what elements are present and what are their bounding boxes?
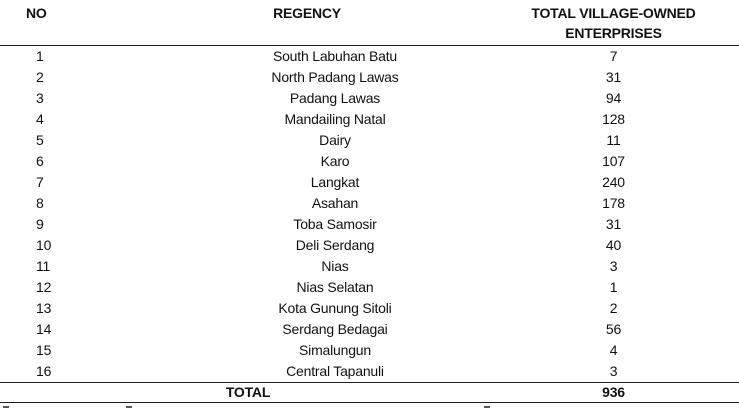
- regency-cell: Nias: [321, 257, 349, 274]
- total-cell: 40: [605, 236, 622, 253]
- regency-cell: Nias Selatan: [296, 278, 374, 295]
- total-cell: 178: [602, 194, 625, 211]
- total-cell: 56: [605, 320, 622, 337]
- row-number-cell: 15: [36, 341, 52, 358]
- row-number-cell: 8: [36, 194, 44, 211]
- table-row: [0, 45, 739, 67]
- regency-cell: Padang Lawas: [289, 89, 381, 106]
- row-number-cell: 13: [36, 299, 52, 316]
- regency-cell: Karo: [320, 152, 350, 169]
- row-number-cell: 5: [36, 131, 44, 148]
- row-number-cell: 10: [36, 236, 52, 253]
- header-total-line1: TOTAL VILLAGE-OWNED: [531, 5, 696, 21]
- header-total-line2: ENTERPRISES: [565, 25, 662, 41]
- regency-cell: Mandailing Natal: [284, 110, 386, 127]
- regency-cell: Deli Serdang: [295, 236, 375, 253]
- table-row: [0, 298, 739, 319]
- total-cell: 3: [609, 257, 618, 274]
- table-row: [0, 130, 739, 151]
- header-row: [0, 3, 739, 45]
- row-number-cell: 3: [36, 89, 44, 106]
- table-row: [0, 67, 739, 88]
- table-row: [0, 340, 739, 361]
- total-cell: 4: [609, 341, 618, 358]
- total-value: 936: [498, 382, 739, 402]
- regency-cell: Langkat: [310, 173, 360, 190]
- total-cell: 128: [602, 110, 625, 127]
- total-cell: 3: [609, 362, 618, 379]
- table-row: [0, 88, 739, 109]
- table-row: [0, 109, 739, 130]
- table-row: [0, 361, 739, 383]
- regency-cell: Simalungun: [299, 341, 371, 358]
- regency-cell: Asahan: [311, 194, 359, 211]
- regency-cell: Dairy: [319, 131, 351, 148]
- row-number-cell: 6: [36, 152, 44, 169]
- table-footer: [0, 382, 739, 402]
- row-number-cell: 9: [36, 215, 44, 232]
- village-enterprises-table: [0, 3, 739, 403]
- total-row-no-cell: [0, 382, 58, 402]
- table-row: [0, 214, 739, 235]
- header-regency: REGENCY: [58, 3, 498, 45]
- table-row: [0, 235, 739, 256]
- table-header: [0, 3, 739, 45]
- row-number-cell: 2: [36, 68, 44, 85]
- total-label: TOTAL: [58, 382, 498, 402]
- regency-cell: North Padang Lawas: [271, 68, 399, 85]
- table-row: [0, 277, 739, 298]
- total-cell: 2: [609, 299, 618, 316]
- table-row: [0, 193, 739, 214]
- row-number-cell: 14: [36, 320, 52, 337]
- total-cell: 240: [602, 173, 625, 190]
- regency-cell: Central Tapanuli: [286, 362, 384, 379]
- total-cell: 31: [605, 68, 622, 85]
- total-cell: 31: [605, 215, 622, 232]
- row-number-cell: 4: [36, 110, 44, 127]
- row-number-cell: 7: [36, 173, 44, 190]
- header-no: NO: [0, 3, 58, 45]
- row-number-cell: 1: [36, 47, 44, 64]
- total-cell: 107: [602, 152, 625, 169]
- total-row: [0, 382, 739, 402]
- row-number-cell: 16: [36, 362, 52, 379]
- total-cell: 11: [606, 131, 621, 148]
- total-cell: 7: [609, 47, 618, 64]
- table-row: [0, 256, 739, 277]
- regency-cell: Serdang Bedagai: [282, 320, 388, 337]
- cropped-next-line-marks: [0, 406, 739, 410]
- row-number-cell: 12: [36, 278, 52, 295]
- table-body: [0, 45, 739, 382]
- header-total: [498, 3, 739, 45]
- total-cell: 94: [605, 89, 622, 106]
- regency-cell: South Labuhan Batu: [272, 47, 398, 64]
- regency-cell: Kota Gunung Sitoli: [278, 299, 392, 316]
- table-row: [0, 319, 739, 340]
- regency-cell: Toba Samosir: [293, 215, 377, 232]
- row-number-cell: 11: [36, 257, 51, 274]
- total-cell: 1: [609, 278, 618, 295]
- table-row: [0, 172, 739, 193]
- table-row: [0, 151, 739, 172]
